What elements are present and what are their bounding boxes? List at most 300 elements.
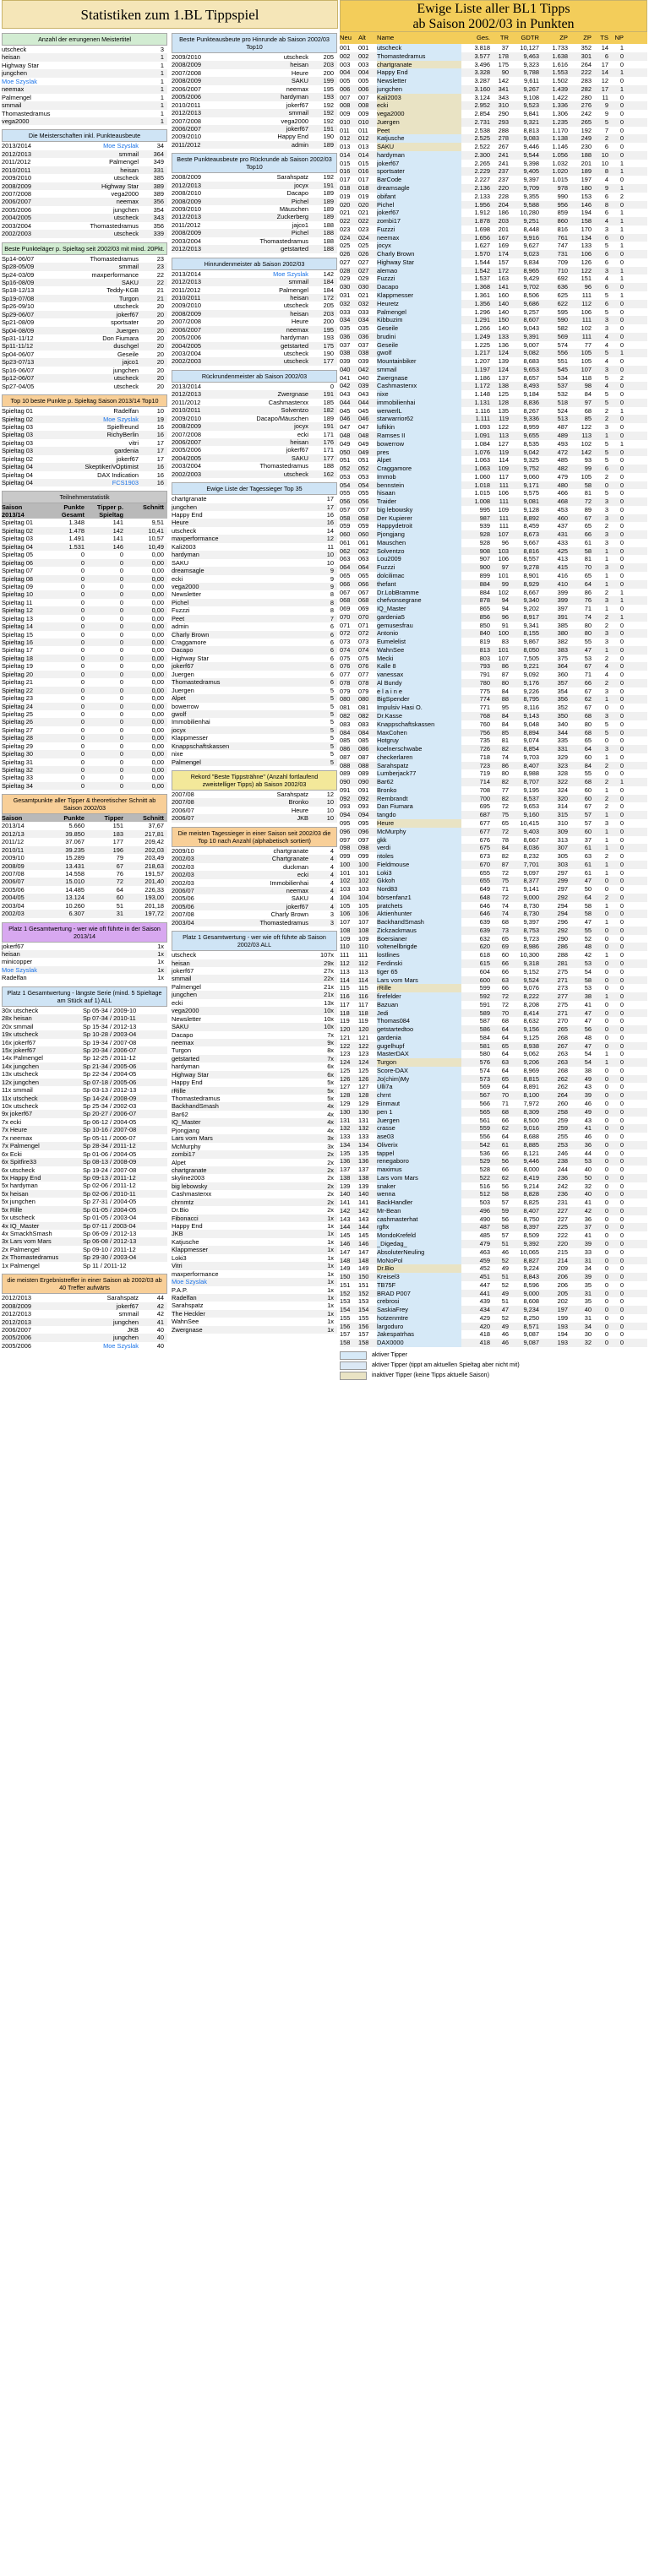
table-cell: Vitri xyxy=(172,1262,183,1270)
table-cell: 0 xyxy=(80,551,85,559)
ranking-cell: 9,709 xyxy=(523,184,539,193)
ranking-cell: 138 xyxy=(498,382,509,390)
table-cell: duschgel xyxy=(113,342,139,351)
table-cell: 39.235 xyxy=(65,845,85,854)
ranking-cell: 1.912 xyxy=(474,209,490,217)
ranking-cell: 8,667 xyxy=(523,588,539,596)
ranking-cell: 1.544 xyxy=(474,258,490,266)
table-cell: 5x xyxy=(327,1079,334,1087)
ranking-cell: 157 xyxy=(358,1330,369,1339)
ranking-cell: 0 xyxy=(619,1149,624,1157)
player-name: Geseile xyxy=(377,341,461,350)
ranking-cell: 025 xyxy=(358,242,369,250)
ranking-cell: 170 xyxy=(581,225,592,233)
table-cell: 2009/10 xyxy=(2,854,25,862)
player-name: chrnt xyxy=(377,1091,461,1100)
table-cell: 14x Palmengel xyxy=(2,1054,43,1062)
table-row xyxy=(2,1182,167,1189)
ranking-cell: 816 xyxy=(557,225,568,233)
ranking-cell: 1 xyxy=(604,431,608,439)
table-cell: 192 xyxy=(323,173,334,182)
table-cell: 184 xyxy=(323,278,334,286)
ranking-cell: 8,596 xyxy=(523,1280,539,1289)
ranking-row xyxy=(340,382,647,390)
ranking-cell: 089 xyxy=(358,769,369,778)
section-title: Platz 1 Gesamtwertung - wer wie oft führte in der Saison 2013/14 xyxy=(2,922,167,943)
player-name: pres xyxy=(377,448,461,457)
ranking-cell: 35 xyxy=(584,1280,592,1289)
ranking-cell: 275 xyxy=(557,967,568,976)
ranking-cell: 020 xyxy=(340,200,351,209)
ranking-cell: 1 xyxy=(619,406,624,415)
ranking-cell: 059 xyxy=(340,522,351,530)
ranking-cell: 9,446 xyxy=(523,1157,539,1166)
ranking-cell: 016 xyxy=(340,167,351,176)
ranking-cell: 675 xyxy=(479,844,490,852)
ranking-cell: 0 xyxy=(604,1041,608,1050)
table-row xyxy=(172,1095,337,1102)
table-cell: 191 xyxy=(323,422,334,431)
ranking-cell: 576 xyxy=(479,1058,490,1067)
ranking-row xyxy=(340,193,647,201)
table-cell: 191 xyxy=(323,181,334,189)
player-name: hisaan xyxy=(377,489,461,497)
ranking-cell: 542 xyxy=(479,1140,490,1149)
ranking-cell: 10,280 xyxy=(520,209,539,217)
ranking-cell: 3 xyxy=(604,316,608,324)
table-cell: 2007/2008 xyxy=(2,190,31,198)
table-cell: 0,00 xyxy=(151,750,164,758)
table-cell: 14.558 xyxy=(65,869,85,878)
player-name: gardenia xyxy=(377,1034,461,1042)
ranking-cell: 791 xyxy=(479,671,490,679)
table-cell: 40 xyxy=(156,1334,164,1342)
table-row xyxy=(2,85,167,93)
ranking-cell: 0 xyxy=(604,967,608,976)
ranking-cell: 62 xyxy=(584,695,592,704)
ranking-cell: 67 xyxy=(584,687,592,695)
ranking-cell: 225 xyxy=(557,1223,568,1231)
table-row xyxy=(2,559,167,567)
ranking-cell: 063 xyxy=(340,555,351,563)
ranking-cell: 036 xyxy=(358,332,369,340)
table-cell: 2012/13 xyxy=(2,829,25,838)
table-row xyxy=(2,782,167,790)
ranking-cell: 52 xyxy=(501,1313,509,1322)
ranking-cell: 297 xyxy=(557,885,568,894)
table-cell: Mäuschen xyxy=(279,205,308,213)
table-cell: 189 xyxy=(323,213,334,221)
player-name: _Digedag_ xyxy=(377,1240,461,1248)
ranking-cell: 086 xyxy=(358,745,369,753)
table-cell: 13x utscheck xyxy=(2,1070,39,1079)
col1-section xyxy=(2,394,167,486)
table-cell: 0 xyxy=(80,614,85,622)
ranking-cell: 907 xyxy=(479,555,490,563)
ranking-cell: 1.015 xyxy=(552,176,568,184)
ranking-row xyxy=(340,1017,647,1025)
ranking-cell: 9,575 xyxy=(523,489,539,497)
table-cell: 339 xyxy=(153,230,164,238)
ranking-cell: 632 xyxy=(479,934,490,943)
ranking-cell: 034 xyxy=(340,316,351,324)
ranking-cell: 63 xyxy=(501,976,509,984)
ranking-cell: 8,500 xyxy=(523,1116,539,1124)
ranking-cell: 111 xyxy=(499,514,509,522)
ranking-cell: 2 xyxy=(604,852,608,861)
ranking-cell: 1 xyxy=(604,1058,608,1067)
ranking-cell: 065 xyxy=(358,572,369,579)
table-cell: Sp 02-06 / 2010-11 xyxy=(83,1189,136,1198)
table-cell: 9x xyxy=(327,1038,334,1046)
table-cell: 13x xyxy=(324,998,334,1007)
ranking-row xyxy=(340,563,647,572)
ranking-cell: 075 xyxy=(340,654,351,662)
table-cell: Sp 20-34 / 2006-07 xyxy=(83,1046,137,1054)
ranking-cell: 131 xyxy=(358,1116,369,1124)
ranking-cell: 96 xyxy=(584,283,592,291)
table-cell: jocyx xyxy=(172,726,186,734)
ranking-cell: 058 xyxy=(340,514,351,522)
table-cell: Dr.Bio xyxy=(172,1206,189,1215)
table-cell: Palmengel xyxy=(109,158,139,166)
ranking-cell: 139 xyxy=(340,1182,351,1190)
table-cell: Radelfan xyxy=(2,974,27,982)
table-cell: getstarted xyxy=(281,245,308,253)
table-cell: 1.348 xyxy=(68,519,85,527)
table-row xyxy=(172,53,337,61)
table-row xyxy=(2,854,167,861)
table-cell: 2x xyxy=(327,1190,334,1198)
table-row xyxy=(172,903,337,910)
table-cell: 10x xyxy=(324,1014,334,1023)
ranking-cell: 107 xyxy=(358,918,369,927)
ranking-cell: 076 xyxy=(358,662,369,671)
ranking-cell: 9 xyxy=(604,101,608,110)
table-cell: 0,00 xyxy=(151,694,164,703)
ranking-cell: 021 xyxy=(340,209,351,217)
table-row xyxy=(172,350,337,357)
table-cell: Sp 07-34 / 2010-11 xyxy=(83,1014,136,1023)
table-cell: 0 xyxy=(80,750,85,758)
ranking-cell: 0 xyxy=(619,1223,624,1231)
ranking-cell: 277 xyxy=(557,992,568,1001)
table-cell: 192 xyxy=(323,117,334,125)
ranking-cell: 140 xyxy=(358,1190,369,1198)
table-row xyxy=(2,846,167,854)
table-cell: Sp 27-31 / 2004-05 xyxy=(83,1198,137,1206)
table-cell: Zwergnase xyxy=(172,1325,203,1334)
table-cell: 1x xyxy=(157,950,164,958)
ranking-cell: 118 xyxy=(358,1008,368,1017)
ranking-cell: 9,184 xyxy=(523,390,539,399)
table-cell: 8 xyxy=(330,606,334,615)
ranking-cell: 017 xyxy=(340,176,351,184)
player-name: chartgranate xyxy=(377,61,461,69)
table-row xyxy=(2,750,167,758)
table-row xyxy=(172,1079,337,1086)
ranking-cell: 084 xyxy=(358,728,369,736)
table-cell: Klappmesser xyxy=(172,734,209,742)
ranking-cell: 0 xyxy=(604,704,608,712)
table-cell: 44 xyxy=(156,1294,164,1302)
table-cell: 2008/09 xyxy=(2,861,25,870)
table-row xyxy=(2,886,167,894)
ranking-cell: 0 xyxy=(619,1273,624,1281)
table-cell: 2011/2012 xyxy=(2,158,31,166)
table-row xyxy=(172,141,337,149)
ranking-cell: 186 xyxy=(498,209,509,217)
ranking-cell: 68 xyxy=(584,778,592,786)
ranking-cell: 9,160 xyxy=(523,811,539,819)
table-cell: heisan xyxy=(290,437,308,446)
ranking-cell: 37 xyxy=(501,44,509,52)
table-row xyxy=(172,470,337,478)
table-cell: 0,00 xyxy=(151,630,164,639)
ranking-cell: 150 xyxy=(340,1273,351,1281)
ranking-row xyxy=(340,572,647,580)
table-cell: Spieltag 04 xyxy=(2,542,33,551)
ranking-cell: 41 xyxy=(584,1231,592,1240)
table-cell: 21x xyxy=(324,991,334,999)
table-cell: 2007/08 xyxy=(172,798,194,807)
ranking-row xyxy=(340,118,647,127)
ranking-cell: 154 xyxy=(358,1306,369,1314)
ranking-cell: 080 xyxy=(358,695,369,704)
table-row xyxy=(172,662,337,670)
ranking-cell: 102 xyxy=(498,588,509,596)
table-cell: 12x jungchen xyxy=(2,1078,39,1086)
table-cell: nixe xyxy=(172,750,183,758)
table-cell: 205 xyxy=(323,302,334,310)
ranking-cell: 0 xyxy=(619,472,624,481)
ranking-cell: 152 xyxy=(358,1289,369,1297)
player-name: McMurphy xyxy=(377,828,461,836)
table-row xyxy=(2,447,167,454)
ranking-cell: 106 xyxy=(498,555,509,563)
ranking-cell: 65 xyxy=(584,572,592,579)
table-cell: 1x xyxy=(157,974,164,982)
table-cell: 193,00 xyxy=(145,894,164,902)
ranking-cell: 083 xyxy=(358,720,369,728)
ranking-cell: 714 xyxy=(479,778,490,786)
ranking-row xyxy=(340,101,647,110)
table-cell: Sp 10-16 / 2007-08 xyxy=(83,1126,137,1134)
ranking-cell: 026 xyxy=(340,250,351,258)
ranking-cell: 8,607 xyxy=(523,316,539,324)
section-title: Rekord "Beste Tippsträhne" (Anzahl fortlaufend zweistelliger Tipps) ab Saison 2002/03 xyxy=(172,770,337,791)
ranking-cell: 038 xyxy=(340,349,351,357)
player-name: checkerlaren xyxy=(377,753,461,762)
ranking-cell: 420 xyxy=(479,1322,490,1330)
ranking-cell: 5 xyxy=(604,390,608,399)
table-cell: jocyx xyxy=(294,422,308,431)
ranking-cell: 209 xyxy=(557,1264,568,1273)
ranking-cell: 76 xyxy=(584,596,592,605)
ranking-cell: 119 xyxy=(499,448,509,456)
table-cell: 37.067 xyxy=(65,838,85,846)
ranking-cell: 760 xyxy=(479,720,490,728)
table-cell: Sarahspatz xyxy=(276,173,308,182)
ranking-header-cell: TR xyxy=(499,34,509,41)
section-title: Teilnehmerstatistik xyxy=(2,491,167,503)
ranking-cell: 2 xyxy=(604,893,608,901)
table-row xyxy=(2,567,167,574)
section-title: Beste Punkteläger p. Spieltag seit 2002/03 mit mind. 20Pkt. xyxy=(2,242,167,255)
table-cell: utscheck xyxy=(113,230,139,238)
ranking-cell: 146 xyxy=(581,200,592,209)
table-cell: 6 xyxy=(330,622,334,631)
ranking-cell: 141 xyxy=(498,283,509,291)
ranking-cell: 283 xyxy=(581,77,592,85)
table-cell: Sp 10-28 / 2003-04 xyxy=(83,1030,137,1039)
ranking-cell: 138 xyxy=(340,1173,351,1182)
ranking-cell: 574 xyxy=(557,340,568,349)
ranking-cell: 011 xyxy=(358,126,368,134)
ranking-cell: 163 xyxy=(498,274,509,283)
ranking-cell: 49 xyxy=(584,1107,592,1116)
table-cell: utscheck xyxy=(113,382,139,390)
table-cell: gardenia xyxy=(114,447,139,455)
ranking-cell: 305 xyxy=(557,852,568,861)
ranking-cell: 1.296 xyxy=(474,307,490,316)
table-cell: Sp26-09/10 xyxy=(2,302,35,311)
ranking-cell: 64 xyxy=(501,1133,509,1141)
ranking-cell: 708 xyxy=(479,785,490,794)
table-cell: 2009/2010 xyxy=(2,174,31,182)
ranking-cell: 573 xyxy=(479,1074,490,1083)
ranking-cell: 391 xyxy=(557,612,568,621)
ranking-cell: 124 xyxy=(340,1058,351,1067)
table-cell: Turgon xyxy=(118,294,139,302)
ranking-cell: 010 xyxy=(340,117,351,126)
ranking-row xyxy=(340,456,647,465)
table-row xyxy=(172,703,337,710)
ranking-cell: 584 xyxy=(479,1033,490,1041)
ranking-row xyxy=(340,415,647,423)
table-row xyxy=(2,1190,167,1198)
table-cell: jungchen xyxy=(172,503,197,511)
ranking-cell: 67 xyxy=(584,802,592,811)
ranking-cell: 103 xyxy=(340,885,351,894)
table-cell: 2005/2006 xyxy=(172,446,201,454)
ranking-cell: 0 xyxy=(619,52,624,60)
ranking-cell: 8,891 xyxy=(523,1083,539,1091)
ranking-cell: 2 xyxy=(604,406,608,415)
ranking-row xyxy=(340,1141,647,1149)
ranking-cell: 81 xyxy=(584,555,592,563)
player-name: Nord83 xyxy=(377,885,461,894)
table-cell: 8x xyxy=(327,1046,334,1055)
table-row xyxy=(172,551,337,558)
table-cell: jokerf67 xyxy=(2,942,25,950)
player-name: Juergen xyxy=(377,1117,461,1125)
table-row xyxy=(2,1134,167,1142)
table-row xyxy=(2,622,167,630)
table-cell: 190 xyxy=(323,350,334,357)
table-row xyxy=(172,750,337,758)
ranking-cell: 264 xyxy=(557,1091,568,1100)
ranking-cell: 98 xyxy=(584,382,592,390)
table-row xyxy=(2,527,167,535)
ranking-cell: 528 xyxy=(479,1166,490,1174)
ranking-cell: 8,116 xyxy=(524,704,539,712)
ranking-cell: 144 xyxy=(340,1223,351,1231)
ranking-row xyxy=(340,1297,647,1306)
ranking-cell: 83 xyxy=(501,638,509,646)
ranking-cell: 639 xyxy=(479,926,490,934)
table-row xyxy=(2,662,167,670)
ranking-cell: 57 xyxy=(584,818,592,827)
ranking-cell: 88 xyxy=(501,695,509,704)
player-name: Jakespatrhas xyxy=(377,1330,461,1339)
table-cell: 0 xyxy=(330,382,334,390)
ranking-cell: 027 xyxy=(358,258,369,266)
ranking-cell: 84 xyxy=(501,712,509,720)
table-cell: 385 xyxy=(153,174,164,182)
ranking-cell: 343 xyxy=(498,93,509,101)
ranking-cell: 110 xyxy=(340,943,350,951)
table-cell: 0,00 xyxy=(151,686,164,694)
ranking-row xyxy=(340,481,647,490)
ranking-cell: 012 xyxy=(340,134,351,143)
table-cell: 2x xyxy=(327,1150,334,1159)
ranking-cell: 073 xyxy=(358,638,369,646)
table-cell: 217,81 xyxy=(145,829,164,838)
ranking-cell: 189 xyxy=(581,167,592,176)
ranking-cell: 10 xyxy=(601,159,608,167)
ranking-cell: 64 xyxy=(501,1050,509,1058)
table-row xyxy=(172,807,337,814)
table-cell: Spieltag 03 xyxy=(2,447,33,455)
table-cell: hardyman xyxy=(172,551,199,559)
table-cell: 5x xyxy=(327,1095,334,1102)
ranking-cell: 3.287 xyxy=(474,77,490,85)
ranking-cell: 0 xyxy=(604,1330,608,1339)
player-name: rRille xyxy=(377,984,461,992)
player-name: lostlines xyxy=(377,951,461,959)
table-row xyxy=(172,213,337,220)
ranking-cell: 0 xyxy=(604,1107,608,1116)
table-row xyxy=(172,431,337,438)
ranking-cell: 197 xyxy=(557,1306,568,1314)
table-cell: 42 xyxy=(156,1302,164,1310)
ranking-cell: 227 xyxy=(557,1215,568,1223)
table-row xyxy=(2,46,167,53)
ranking-cell: 747 xyxy=(557,242,568,250)
ranking-cell: 0 xyxy=(619,250,624,258)
ranking-cell: 49 xyxy=(501,1289,509,1297)
table-row xyxy=(2,286,167,294)
ranking-cell: 2.854 xyxy=(474,110,490,118)
player-name: Dacapo xyxy=(377,283,461,291)
ranking-cell: 9 xyxy=(604,184,608,193)
table-row xyxy=(172,863,337,871)
ranking-cell: 1 xyxy=(604,901,608,910)
table-cell: JKB xyxy=(172,1230,183,1238)
ranking-cell: 648 xyxy=(479,893,490,901)
ranking-cell: 878 xyxy=(479,596,490,605)
ranking-cell: 3 xyxy=(604,596,608,605)
ranking-cell: 202 xyxy=(557,1297,568,1306)
table-row xyxy=(172,117,337,125)
legend-swatch xyxy=(340,1361,367,1370)
ranking-cell: 1 xyxy=(619,44,624,52)
table-cell: 0 xyxy=(119,694,123,703)
table-row xyxy=(172,245,337,253)
ranking-row xyxy=(340,736,647,745)
ranking-cell: 111 xyxy=(499,497,509,506)
